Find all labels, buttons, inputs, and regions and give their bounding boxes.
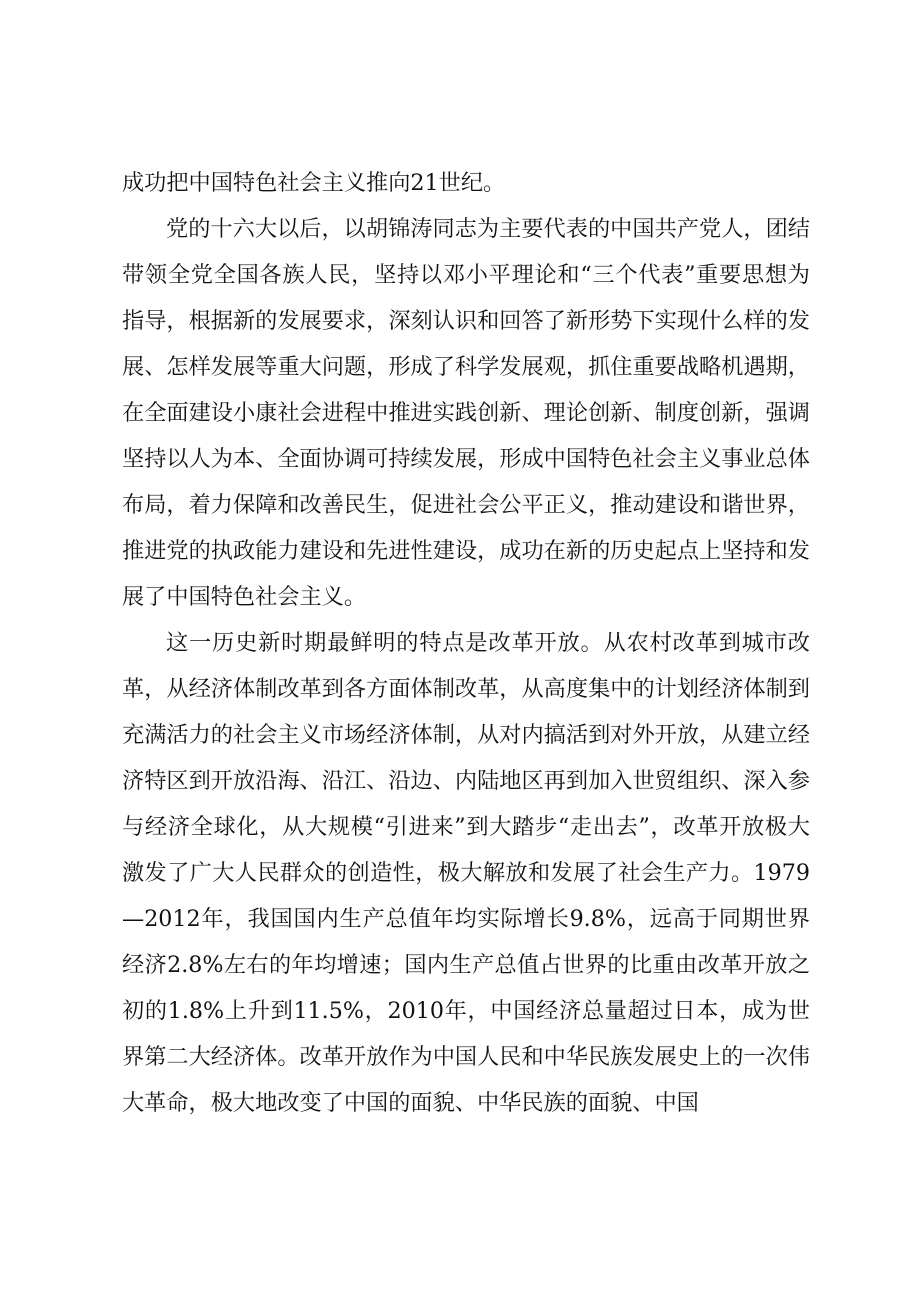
paragraph-3: 这一历史新时期最鲜明的特点是改革开放。从农村改革到城市改革，从经济体制改革到各方面体制改革，从高度集中的计划经济体制到充满活力的社会主义市场经济体制，从对内搞活到对外开放，从建立经济特区到开放沿海、沿江、沿边、内陆地区再到加入世贸组织、深入参与经济全球化，从大规模“引进来”到大踏步“走出去”，改革开放极大激发了广大人民群众的创造性，极大解放和发展了社会生产力。1979—2012年，我国国内生产总值年均实际增长9.8%，远高于同期世界经济2.8%左右的年均增速；国内生产总值占世界的比重由改革开放之初的1.8%上升到11.5%，2010年，中国经济总量超过日本，成为世界第二大经济体。改革开放作为中国人民和中华民族发展史上的一次伟大革命，极大地改变了中国的面貌、中华民族的面貌、中国 <box>122 630 810 1116</box>
paragraph-1: 成功把中国特色社会主义推向21世纪。 <box>122 170 506 196</box>
paragraph-2: 党的十六大以后，以胡锦涛同志为主要代表的中国共产党人，团结带领全党全国各族人民，坚持以邓小平理论和“三个代表”重要思想为指导，根据新的发展要求，深刻认识和回答了新形势下实现什么样的发展、怎样发展等重大问题，形成了科学发展观，抓住重要战略机遇期，在全面建设小康社会进程中推进实践创新、理论创新、制度创新，强调坚持以人为本、全面协调可持续发展，形成中国特色社会主义事业总体布局，着力保障和改善民生，促进社会公平正义，推动建设和谐世界，推进党的执政能力建设和先进性建设，成功在新的历史起点上坚持和发展了中国特色社会主义。 <box>122 216 810 610</box>
body-text <box>122 160 810 1126</box>
